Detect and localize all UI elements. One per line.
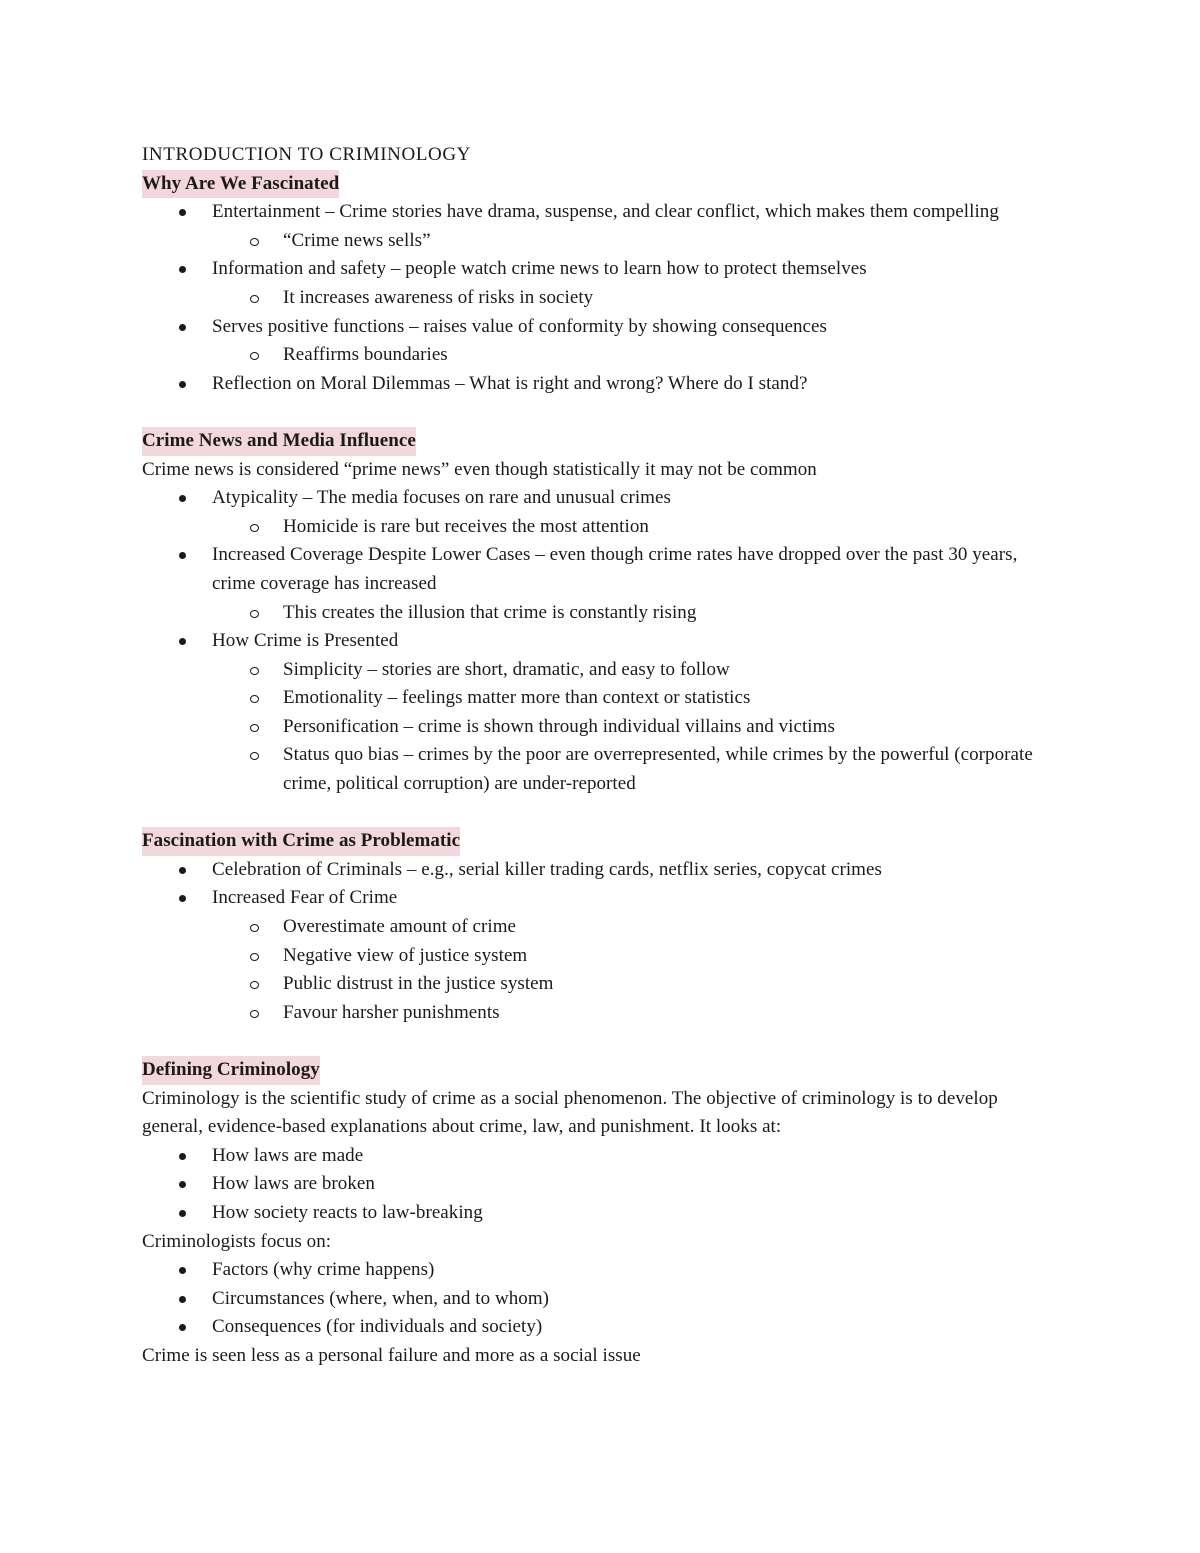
filled-bullet-icon [179,1181,186,1188]
filled-bullet-icon [179,1210,186,1217]
list-item-text: Serves positive functions – raises value of conformity by showing consequences [212,315,827,337]
sub-bullet-list [212,341,1052,370]
section-heading: Why Are We Fascinated [142,170,339,199]
list-item-text: Atypicality – The media focuses on rare and unusual crimes [212,487,671,509]
section-heading: Fascination with Crime as Problematic [142,827,460,856]
section-defining-criminology [142,1056,1052,1371]
sub-list-item [283,513,1052,542]
list-item-text: How society reacts to law-breaking [212,1201,483,1223]
hollow-bullet-icon [250,724,259,732]
list-item-text: Favour harsher punishments [283,1001,500,1023]
section-why-fascinated [142,170,1052,399]
sub-list-item [283,913,1052,942]
sub-bullet-list [212,513,1052,542]
list-item [212,856,1052,885]
section-crime-news [142,427,1052,799]
filled-bullet-icon [179,1324,186,1331]
list-item [212,484,1052,541]
list-item-text: Homicide is rare but receives the most attention [283,515,649,537]
section-heading: Defining Criminology [142,1056,320,1085]
list-item-text: Negative view of justice system [283,944,528,966]
hollow-bullet-icon [250,924,259,932]
document-title: INTRODUCTION TO CRIMINOLOGY [142,144,471,165]
list-item-text: Reflection on Moral Dilemmas – What is right and wrong? Where do I stand? [212,372,808,394]
list-item-text: How laws are made [212,1144,364,1166]
sub-list-item [283,599,1052,628]
list-item-text: Consequences (for individuals and society) [212,1316,543,1338]
list-item-text: Simplicity – stories are short, dramatic, and easy to follow [283,658,730,680]
filled-bullet-icon [179,1267,186,1274]
filled-bullet-icon [179,381,186,388]
hollow-bullet-icon [250,238,259,246]
sub-list-item [283,656,1052,685]
sub-bullet-list [212,656,1052,799]
list-item [212,1199,1052,1228]
list-item [212,627,1052,799]
sub-list-item [283,341,1052,370]
list-item [212,1285,1052,1314]
bullet-list [142,1256,1052,1342]
hollow-bullet-icon [250,981,259,989]
hollow-bullet-icon [250,1010,259,1018]
filled-bullet-icon [179,495,186,502]
bullet-list [142,1142,1052,1228]
section-heading: Crime News and Media Influence [142,427,416,456]
filled-bullet-icon [179,638,186,645]
list-item-text: Public distrust in the justice system [283,973,554,995]
list-item-text: Increased Fear of Crime [212,887,398,909]
filled-bullet-icon [179,1296,186,1303]
filled-bullet-icon [179,895,186,902]
list-item [212,1256,1052,1285]
list-item [212,1142,1052,1171]
sub-list-item [283,227,1052,256]
list-item [212,541,1052,627]
paragraph: Crime news is considered “prime news” even though statistically it may not be common [142,458,817,480]
list-item-text: How laws are broken [212,1173,375,1195]
filled-bullet-icon [179,324,186,331]
list-item-text: Personification – crime is shown through individual villains and victims [283,715,835,737]
bullet-list [142,198,1052,398]
list-item [212,884,1052,1027]
list-item [212,198,1052,255]
filled-bullet-icon [179,552,186,559]
hollow-bullet-icon [250,695,259,703]
sub-list-item [283,999,1052,1028]
hollow-bullet-icon [250,352,259,360]
spacer [142,398,1052,427]
paragraph: Criminologists focus on: [142,1230,332,1252]
list-item-text: Emotionality – feelings matter more than context or statistics [283,687,751,709]
list-item-text: Circumstances (where, when, and to whom) [212,1287,550,1309]
spacer [142,1027,1052,1056]
list-item-text: Entertainment – Crime stories have drama, suspense, and clear conflict, which makes them compelling [212,201,999,223]
sub-bullet-list [212,227,1052,256]
list-item-text: Factors (why crime happens) [212,1259,435,1281]
list-item-text: “Crime news sells” [283,229,431,251]
list-item-text: Reaffirms boundaries [283,344,448,366]
list-item [212,1170,1052,1199]
sub-list-item [283,713,1052,742]
list-item-text: Information and safety – people watch crime news to learn how to protect themselves [212,258,867,280]
list-item [212,255,1052,312]
sub-bullet-list [212,599,1052,628]
list-item-text: Overestimate amount of crime [283,916,517,938]
hollow-bullet-icon [250,610,259,618]
filled-bullet-icon [179,867,186,874]
filled-bullet-icon [179,266,186,273]
list-item [212,1313,1052,1342]
sub-list-item [283,942,1052,971]
filled-bullet-icon [179,1153,186,1160]
bullet-list [142,484,1052,799]
list-item-text: Increased Coverage Despite Lower Cases – even though crime rates have dropped over the past 30 years, crime coverage has increased [212,544,1018,594]
bullet-list [142,856,1052,1028]
hollow-bullet-icon [250,295,259,303]
section-fascination-problematic [142,827,1052,1027]
paragraph: Criminology is the scientific study of crime as a social phenomenon. The objective of criminology is to develop general, evidence-based explanations about crime, law, and punishment. It looks at: [142,1087,998,1138]
hollow-bullet-icon [250,953,259,961]
document-page [142,141,1052,1371]
hollow-bullet-icon [250,667,259,675]
sub-list-item [283,684,1052,713]
filled-bullet-icon [179,209,186,216]
sub-list-item [283,970,1052,999]
sub-bullet-list [212,284,1052,313]
list-item-text: This creates the illusion that crime is constantly rising [283,601,697,623]
hollow-bullet-icon [250,524,259,532]
paragraph: Crime is seen less as a personal failure and more as a social issue [142,1344,641,1366]
sub-list-item [283,741,1052,798]
sub-list-item [283,284,1052,313]
list-item-text: Status quo bias – crimes by the poor are overrepresented, while crimes by the powerful (corporate crime, political corruption) are under-reported [283,744,1033,795]
hollow-bullet-icon [250,752,259,760]
list-item-text: It increases awareness of risks in society [283,286,594,308]
list-item-text: How Crime is Presented [212,630,399,652]
spacer [142,799,1052,828]
sub-bullet-list [212,913,1052,1027]
list-item [212,313,1052,370]
list-item [212,370,1052,399]
list-item-text: Celebration of Criminals – e.g., serial killer trading cards, netflix series, copycat crimes [212,858,882,880]
